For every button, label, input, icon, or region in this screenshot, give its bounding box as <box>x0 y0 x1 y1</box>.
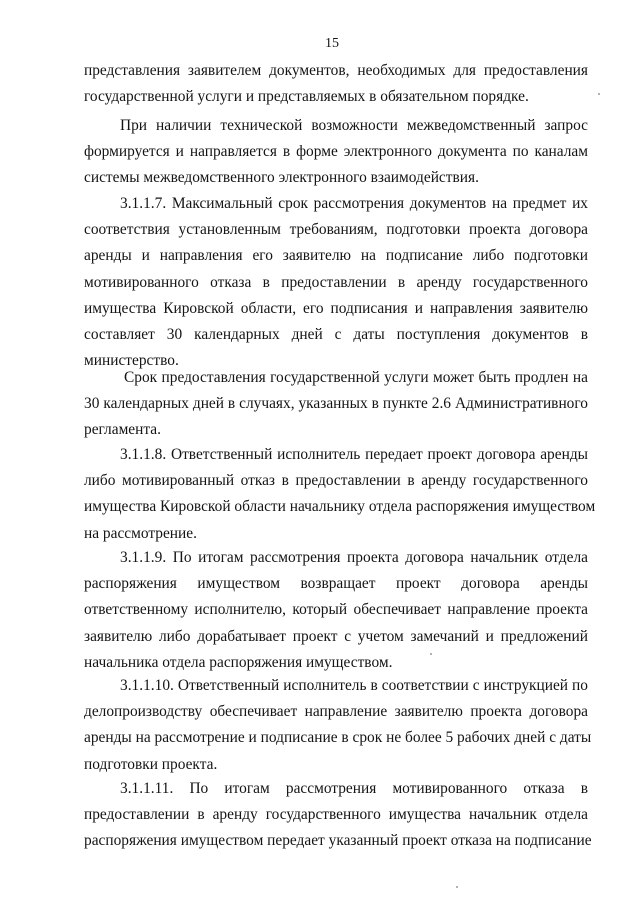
text-line: соответствия установленным требованиям, подготовки проекта договора <box>84 221 588 239</box>
text-line: аренды и направления его заявителю на подписание либо подготовки <box>84 247 588 265</box>
text-line: мотивированного отказа в предоставлении в аренду государственного <box>84 273 588 291</box>
text-line: При наличии технической возможности межведомственный запрос <box>120 117 588 134</box>
text-line: системы межведомственного электронного взаимодействия. <box>84 169 479 187</box>
text-line: 3.1.1.8. Ответственный исполнитель передает проект договора аренды <box>120 446 588 463</box>
text-line: имущества Кировской области начальнику отдела распоряжения имуществом <box>84 498 596 516</box>
text-line: подготовки проекта. <box>84 755 218 773</box>
paragraph-3-1-1-9 <box>84 545 588 676</box>
text-line: регламента. <box>84 421 161 439</box>
paragraph-3-1-1-11 <box>84 776 592 855</box>
text-line: начальника отдела распоряжения имуществом. <box>84 653 393 671</box>
paragraph-3-1-1-7 <box>84 191 588 374</box>
text-line: 3.1.1.9. По итогам рассмотрения проекта договора начальник отдела <box>120 549 588 566</box>
paragraph-3-1-1-8 <box>84 442 596 547</box>
text-line: либо мотивированный отказ в предоставлении в аренду государственного <box>84 472 588 490</box>
text-line: распоряжения имуществом возвращает проект договора аренды <box>84 575 588 593</box>
text-line: министерство. <box>84 352 179 370</box>
text-line: государственной услуги и представляемых в обязательном порядке. <box>84 88 529 106</box>
text-line: Срок предоставления государственной услуги может быть продлен на <box>124 369 588 386</box>
text-line: 3.1.1.7. Максимальный срок рассмотрения документов на предмет их <box>120 195 588 212</box>
scan-speck <box>430 653 432 655</box>
text-line: распоряжения имуществом передает указанный проект отказа на подписание <box>84 832 592 850</box>
scan-speck <box>456 886 458 888</box>
text-line: 30 календарных дней в случаях, указанных в пункте 2.6 Административного <box>84 395 588 413</box>
text-line: аренды на рассмотрение и подписание в срок не более 5 рабочих дней с даты <box>84 729 592 747</box>
text-line: на рассмотрение. <box>84 524 197 542</box>
text-line: 3.1.1.10. Ответственный исполнитель в соответствии с инструкцией по <box>120 677 588 694</box>
paragraph-3-1-1-10 <box>84 673 592 778</box>
page-number: 15 <box>325 36 339 51</box>
text-line: делопроизводству обеспечивает направление заявителю проекта договора <box>84 703 588 721</box>
text-line: представления заявителем документов, необходимых для предоставления <box>84 62 588 79</box>
paragraph-continuation <box>84 58 588 110</box>
scan-speck <box>598 93 600 95</box>
text-line: формируется и направляется в форме электронного документа по каналам <box>84 143 588 161</box>
paragraph-service-extension <box>84 365 588 444</box>
text-line: составляет 30 календарных дней с даты поступления документов в <box>84 326 588 344</box>
text-line: ответственному исполнителю, который обеспечивает направление проекта <box>84 601 588 619</box>
text-line: заявителю либо дорабатывает проект с учетом замечаний и предложений <box>84 627 588 645</box>
text-line: предоставлении в аренду государственного имущества начальник отдела <box>84 806 588 824</box>
text-line: имущества Кировской области, его подписания и направления заявителю <box>84 299 588 317</box>
text-line: 3.1.1.11. По итогам рассмотрения мотивированного отказа в <box>120 780 588 797</box>
paragraph-interagency-request <box>84 113 588 192</box>
